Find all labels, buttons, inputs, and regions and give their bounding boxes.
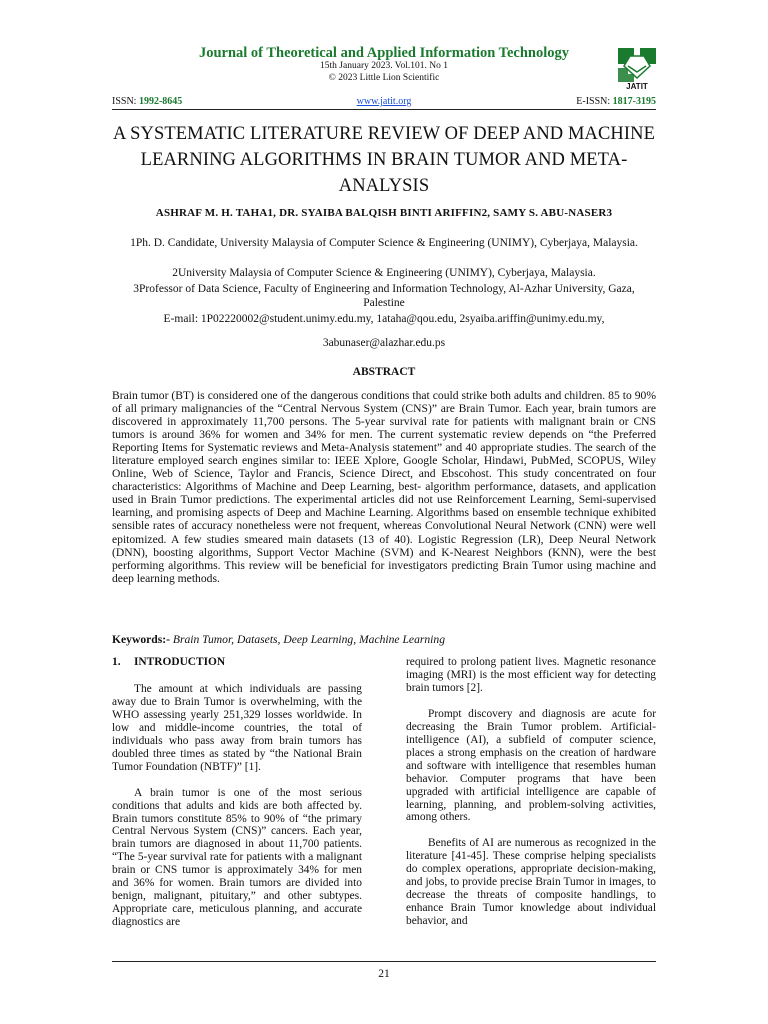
website-link[interactable]: www.jatit.org — [356, 96, 412, 107]
left-column — [112, 656, 362, 942]
right-column — [406, 656, 656, 941]
section-heading — [112, 656, 362, 669]
affiliation-2: 2University Malaysia of Computer Science & Engineering (UNIMY), Cyberjaya, Malaysia. — [172, 267, 596, 279]
paragraph: required to prolong patient lives. Magnetic resonance imaging (MRI) is the most efficient way for detecting brain tumors [2]. — [406, 656, 656, 694]
journal-logo-text: JATIT — [626, 82, 648, 91]
affiliation-1: 1Ph. D. Candidate, University Malaysia of Computer Science & Engineering (UNIMY), Cyberjaya, Malaysia. — [130, 237, 638, 249]
keywords-list: Brain Tumor, Datasets, Deep Learning, Machine Learning — [169, 633, 445, 646]
footer-divider — [112, 961, 656, 962]
affiliation-3: 3Professor of Data Science, Faculty of Engineering and Information Technology, Al-Azhar University, Gaza, Palestine — [133, 283, 635, 309]
abstract-body: Brain tumor (BT) is considered one of the dangerous conditions that could strike both adults and children. 85 to 90% of all primary malignancies of the “Central Nervous System (CNS)” are Brain Tumor. Each year, brain tumors are discovered in approximately 11,700 persons. The 5-year survival rate for patients with malignant brain or CNS tumors is around 36% for women and 34% for men. The current systematic review depends on “the Preferred Reporting Items for Systematic reviews and Meta-Analysis statement” and 40 appropriate studies. The search of the literature employed search engines similar to: IEEE Xplore, Google Scholar, Hindawi, PubMed, SCOPUS, Wiley Online, Web of Science, Taylor and Francis, Science Direct, and Ebscohost. This study concentrated on four characteristics: Algorithms of Machine and Deep Learning, best- algorithm performance, datasets, and application used in Brain Tumor predictions. The experimental articles did not use Reinforcement Learning, Semi-supervised learning, and promising aspects of Deep and Machine Learning. Algorithms based on ensemble technique exhibited sensible rates of accuracy nonetheless were not frequent, whereas Convolutional Neural Network (CNN) were well epitomized. A few studies smeared main datasets (13 of 40). Logistic Regression (LR), Deep Neural Network (DNN), boosting algorithms, Support Vector Machine (SVM) and K-Nearest Neighbors (KNN), were the best performing algorithms. This review will be beneficial for investigators predicting Brain Tumor using machine and deep learning methods. — [112, 389, 656, 585]
page-number: 21 — [378, 968, 390, 980]
email-line-2: 3abunaser@alazhar.edu.ps — [322, 337, 446, 349]
journal-title: Journal of Theoretical and Applied Information Technology — [198, 45, 570, 61]
email-line-1: E-mail: 1P02220002@student.unimy.edu.my, 1ataha@qou.edu, 2syaiba.ariffin@unimy.edu.my, — [163, 313, 605, 325]
eissn: E-ISSN: 1817-3195 — [576, 96, 656, 107]
keywords-line — [112, 633, 656, 646]
section-title: INTRODUCTION — [134, 656, 226, 668]
paragraph: Prompt discovery and diagnosis are acute for decreasing the Brain Tumor problem. Artificial-intelligence (AI), a subfield of computer science, places a strong emphasis on the creation of hardware and software with intelligence that resembles human behavior. Computer programs that have been upgraded with artificial intelligence are capable of learning, planning, and problem-solving activities, among others. — [406, 707, 656, 824]
author-list: ASHRAF M. H. TAHA1, DR. SYAIBA BALQISH BINTI ARIFFIN2, SAMY S. ABU-NASER3 — [155, 207, 613, 219]
issue-line: 15th January 2023. Vol.101. No 1 — [320, 61, 448, 71]
header-divider — [112, 109, 656, 110]
abstract-heading: ABSTRACT — [352, 366, 416, 378]
paragraph: Benefits of AI are numerous as recognized in the literature [41-45]. These comprise helping specialists do complex operations, appropriate decision-making, and jobs, to provide precise Brain Tumor in images, to decrease the threats of composite handlings, to enhance Brain Tumor knowledge about individual behavior, and — [406, 837, 656, 928]
issn: ISSN: 1992-8645 — [112, 96, 183, 107]
copyright-line: © 2023 Little Lion Scientific — [328, 73, 440, 83]
paragraph: A brain tumor is one of the most serious conditions that adults and kids are both affected by. Brain tumors constitute 85% to 90% of “the primary Central Nervous System (CNS)” cancers. Each year, brain tumors are diagnosed in about 11,700 patients. “The 5-year survival rate for patients with a malignant brain or CNS tumor is approximately 34% for men and 36% for women. Brain tumors are divided into benign, malignant, pituitary,” and other subtypes. Appropriate care, meticulous planning, and accurate diagnostics are — [112, 786, 362, 929]
keywords-label: Keywords:- — [112, 633, 170, 646]
paper-title: A SYSTEMATIC LITERATURE REVIEW OF DEEP AND MACHINE LEARNING ALGORITHMS IN BRAIN TUMOR AND META-ANALYSIS — [112, 124, 655, 196]
paragraph: The amount at which individuals are passing away due to Brain Tumor is overwhelming, with the WHO assessing yearly 251,329 losses worldwide. In low and middle-income countries, the total of individuals who pass away from brain tumors has doubled three times as stated by “the National Brain Tumor Foundation (NBTF)” [1]. — [112, 682, 362, 773]
section-number: 1. — [112, 656, 121, 668]
